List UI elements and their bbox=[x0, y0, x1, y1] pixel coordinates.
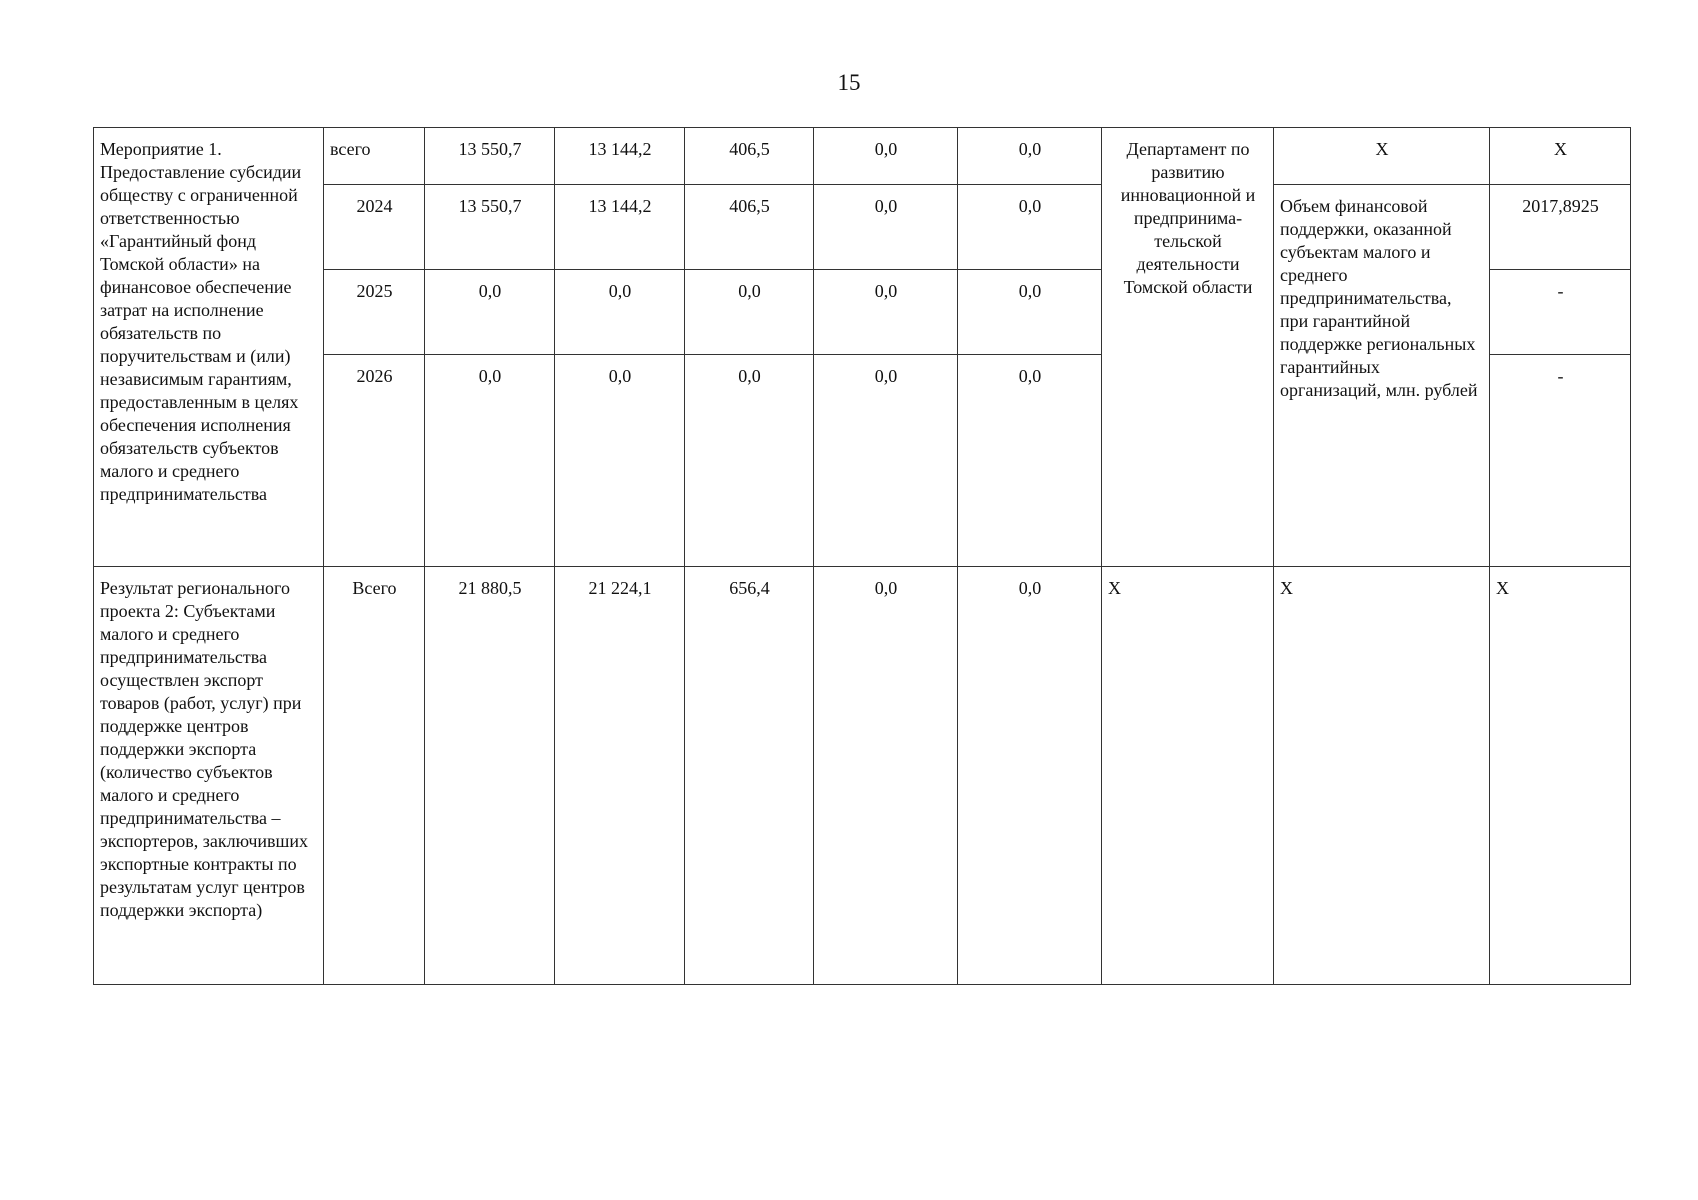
value-cell: 0,0 bbox=[958, 270, 1102, 355]
indicator-cell: Объем финансовой поддержки, оказанной субъектам малого и среднего предпринимательства, при гарантийной поддержке региональных гарантийных организаций, млн. рублей bbox=[1274, 185, 1490, 567]
period-cell: всего bbox=[324, 128, 425, 185]
value-cell: 21 880,5 bbox=[425, 567, 555, 985]
indicator-value-cell: Х bbox=[1490, 128, 1631, 185]
value-cell: 13 550,7 bbox=[425, 128, 555, 185]
value-cell: 0,0 bbox=[425, 355, 555, 567]
value-cell: 0,0 bbox=[555, 270, 685, 355]
value-cell: 0,0 bbox=[958, 355, 1102, 567]
value-cell: 0,0 bbox=[814, 128, 958, 185]
department-cell: Департамент по развитию инновационной и предпринима-тельской деятельности Томской области bbox=[1102, 128, 1274, 567]
period-cell: Всего bbox=[324, 567, 425, 985]
value-cell: 406,5 bbox=[685, 185, 814, 270]
value-cell: 13 144,2 bbox=[555, 128, 685, 185]
result-name-cell: Результат регионального проекта 2: Субъектами малого и среднего предпринимательства осуществлен экспорт товаров (работ, услуг) при поддержке центров поддержки экспорта (количество субъектов малого и среднего предпринимательства – экспортеров, заключивших экспортные контракты по результатам услуг центров поддержки экспорта) bbox=[94, 567, 324, 985]
value-cell: 0,0 bbox=[425, 270, 555, 355]
value-cell: 0,0 bbox=[958, 185, 1102, 270]
value-cell: 656,4 bbox=[685, 567, 814, 985]
value-cell: 0,0 bbox=[685, 270, 814, 355]
value-cell: 0,0 bbox=[814, 185, 958, 270]
year-cell: 2025 bbox=[324, 270, 425, 355]
value-cell: 0,0 bbox=[958, 567, 1102, 985]
value-cell: 0,0 bbox=[814, 567, 958, 985]
value-cell: 406,5 bbox=[685, 128, 814, 185]
indicator-value-cell: - bbox=[1490, 355, 1631, 567]
value-cell: 0,0 bbox=[814, 355, 958, 567]
year-cell: 2026 bbox=[324, 355, 425, 567]
value-cell: 0,0 bbox=[814, 270, 958, 355]
indicator-cell: Х bbox=[1274, 128, 1490, 185]
year-cell: 2024 bbox=[324, 185, 425, 270]
event-name-cell: Мероприятие 1. Предоставление субсидии обществу с ограниченной ответственностью «Гарантийный фонд Томской области» на финансовое обеспечение затрат на исполнение обязательств по поручительствам и (или) независимым гарантиям, предоставленным в целях обеспечения исполнения обязательств субъектов малого и среднего предпринимательства bbox=[94, 128, 324, 567]
indicator-value-cell: - bbox=[1490, 270, 1631, 355]
table-row bbox=[94, 128, 1631, 185]
table-row bbox=[94, 185, 1631, 270]
value-cell: 13 144,2 bbox=[555, 185, 685, 270]
value-cell: 0,0 bbox=[958, 128, 1102, 185]
indicator-value-cell: 2017,8925 bbox=[1490, 185, 1631, 270]
indicator-value-cell: Х bbox=[1490, 567, 1631, 985]
indicator-cell: Х bbox=[1274, 567, 1490, 985]
value-cell: 0,0 bbox=[555, 355, 685, 567]
table-row bbox=[94, 567, 1631, 985]
value-cell: 13 550,7 bbox=[425, 185, 555, 270]
value-cell: 21 224,1 bbox=[555, 567, 685, 985]
program-table bbox=[93, 127, 1631, 985]
page-number: 15 bbox=[837, 70, 861, 95]
department-cell: Х bbox=[1102, 567, 1274, 985]
value-cell: 0,0 bbox=[685, 355, 814, 567]
